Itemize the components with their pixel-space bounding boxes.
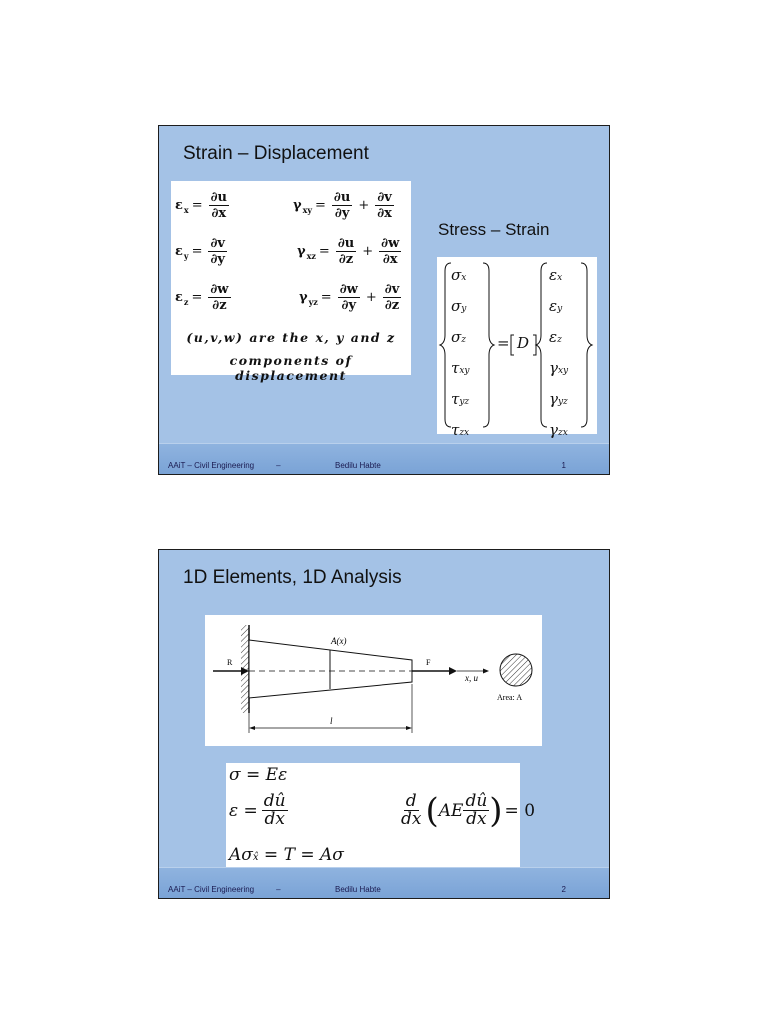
area-function-label: A(x): [331, 636, 347, 646]
stress-component: σz: [451, 328, 466, 346]
strain-component: γzx: [549, 421, 568, 439]
stress-component: σx: [451, 266, 467, 284]
slide-footer: [159, 867, 609, 898]
matrix-d: D: [517, 334, 530, 352]
footer-author: Bedilu Habte: [335, 461, 381, 470]
stress-component: τyz: [451, 390, 470, 408]
footer-page-number: 2: [561, 885, 566, 894]
tapered-bar-diagram: [205, 615, 542, 746]
footer-page-number: 1: [561, 461, 566, 470]
footer-institution: AAiT – Civil Engineering –: [168, 461, 281, 470]
bar-figure-panel: [205, 615, 542, 746]
stress-resultant-equation: Aσx̂ = T = Aσ: [229, 845, 344, 865]
strain-component: γxy: [549, 359, 569, 377]
strain-component: εx: [549, 266, 563, 284]
force-label: F: [426, 658, 431, 667]
strain-component: εy: [549, 297, 563, 315]
slide-title: 1D Elements, 1D Analysis: [183, 567, 402, 588]
equation-strain-x: ε x = $\frac{\partial u}{\partial x}$: [175, 190, 227, 221]
stress-vector: [451, 261, 469, 447]
slide-2: [158, 549, 610, 899]
reaction-label: R: [227, 658, 233, 667]
strain-vector: [549, 261, 568, 447]
equation-shear-yz: γ yz = $\frac{\partial w}{\partial y}$ + $\frac{\partial v}{\partial z}$: [299, 282, 400, 313]
slide-footer: [159, 443, 609, 474]
equation-strain-y: ε y = $\frac{\partial v}{\partial y}$: [175, 236, 225, 267]
equation-shear-xy: γ xy = $\frac{\partial u}{\partial y}$ + $\frac{\partial v}{\partial x}$: [293, 190, 392, 221]
strain-component: εz: [549, 328, 562, 346]
stress-component: σy: [451, 297, 467, 315]
equals-sign: =: [497, 334, 510, 352]
displacement-note-line-1: (u,v,w) are the x, y and z: [186, 330, 396, 345]
strain-component: γyz: [549, 390, 568, 408]
strain-equation: ε = $\frac{dû}{dx}$: [229, 791, 286, 829]
slide-1: [158, 125, 610, 475]
strain-equations-panel: [171, 181, 411, 383]
stress-strain-panel: [437, 257, 597, 439]
cross-section-area-label: Area: A: [497, 693, 523, 702]
footer-author: Bedilu Habte: [335, 885, 381, 894]
displacement-note-line-2: components of displacement: [229, 353, 353, 383]
footer-institution: AAiT – Civil Engineering –: [168, 885, 281, 894]
stress-component: τzx: [451, 421, 470, 439]
length-label: l: [330, 716, 333, 726]
governing-equations-panel: [226, 763, 536, 871]
stress-strain-title: Stress – Strain: [438, 220, 550, 239]
equation-shear-xz: γ xz = $\frac{\partial u}{\partial z}$ + $\frac{\partial w}{\partial x}$: [297, 236, 400, 267]
slide-title: Strain – Displacement: [183, 143, 369, 164]
equation-strain-z: ε z = $\frac{\partial w}{\partial z}$: [175, 282, 229, 313]
hooke-law-equation: σ = Eε: [229, 765, 288, 785]
axis-label: x, u: [465, 673, 478, 683]
differential-equilibrium-equation: d dx ( AE dû dx ) = 0: [401, 790, 536, 831]
stress-component: τxy: [451, 359, 470, 377]
